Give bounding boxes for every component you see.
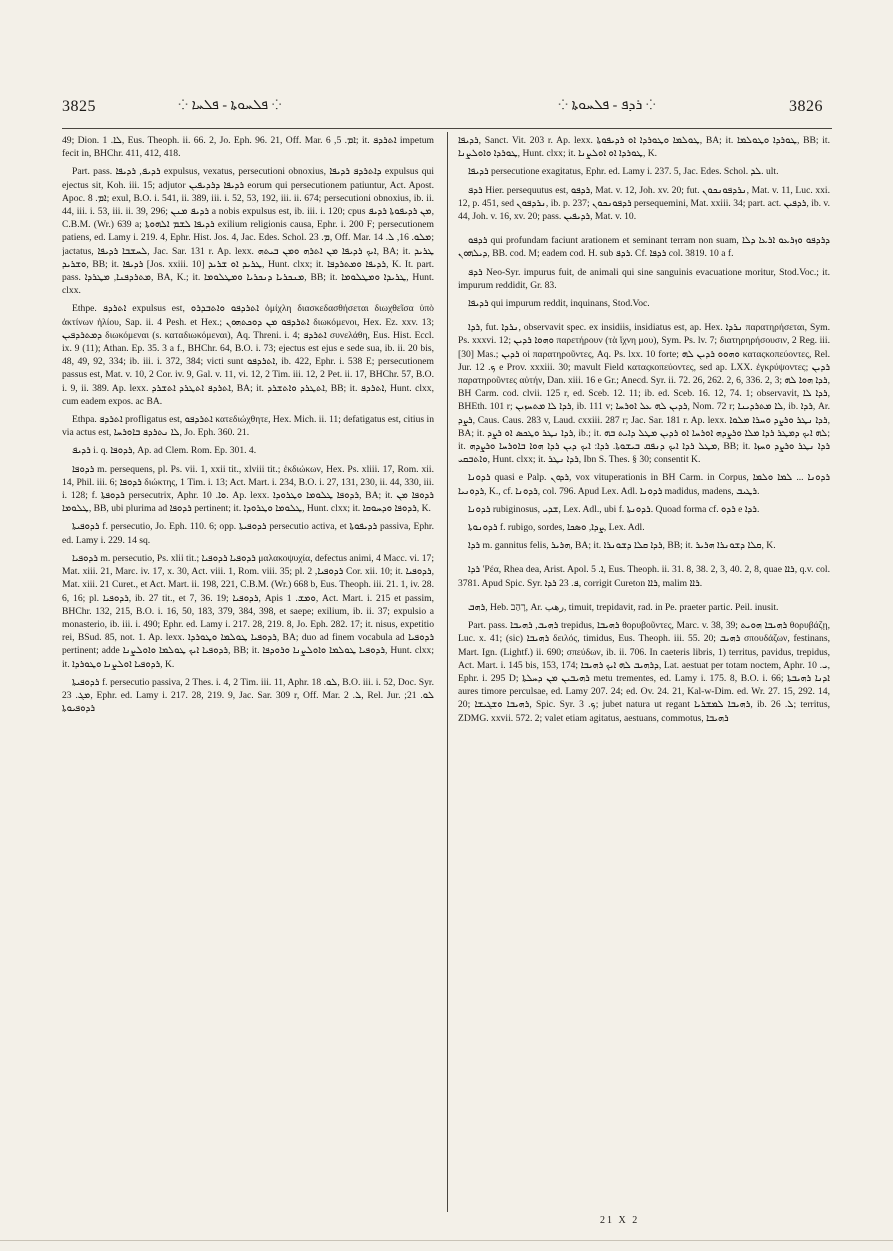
header-rule xyxy=(62,128,832,129)
signature-mark: 21 X 2 xyxy=(600,1215,640,1226)
right-page-number: 3826 xyxy=(789,98,823,115)
left-page-number: 3825 xyxy=(62,98,96,115)
right-column xyxy=(458,134,830,1219)
entry-paragraph: ܪܕܝܦܐ, Sanct. Vit. 203 r. Ap. lexx. ܛܘܠܡܐ ܘܛܘܪܕܐ ܐܘ ܪܕܝܦܘܬܐ, BA; it. ܛܘܪܕܐ ܘܛܘܠܡܐ, BB; it. ܛܘܪܕܐ ܘܐܘܠܨܢܐ, Hunt. clxx; it. ܛܘܪܕܐ ܐܘ ܐܘܠܨܢܐ, K. xyxy=(458,135,830,160)
entry-paragraph: ܪܕܘܢܘܬܐ f. rubigo, sordes, ܨܕܐ, ܘܣܟܐ, Lex. Adl. xyxy=(468,522,645,534)
left-column xyxy=(62,134,434,1219)
column-divider xyxy=(447,132,448,1212)
entry-paragraph: ܪܕܦܘ qui profundam faciunt arationem et seminant terram non suam, ܕܪܕܦܘ ܘܙܪܥܘ ܐܪܥܐ ܕܠܐ ܕܝܠܗܘܢ, BB. cod. M; eadem cod. H. sub ܪܕܦ. Cf. ܪܕܦܐ col. 3819. 10 a f. xyxy=(458,235,830,260)
entry-paragraph: ܪܕܝܦܐ persecutione exagitatus, Ephr. ed. Lamy i. 237. 5, Jac. Edes. Schol. ܠܕ. ult. xyxy=(468,166,779,178)
entry-paragraph: Ethpe. ܐܬܪܕܦ expulsus est, ܐܬܪܕܦܘ ܘܐܬܒܕܪܘ ὁμίχλη διασκεδασθήσεται διωχθεῖσα ὑπὸ ἀκτίνων ἡλίου, Sap. ii. 4 Pesh. et Hex.; ܐܬܪܕܦܘ ܡܢ ܕܘܟܬܗܘܢ διωκόμενοι, Hex. Ez. xxv. 13; ܕܡܬܪܕܦܝܢ διωκόμεναι (s. καταδιωκόμεναι), Aq. Threni. i. 4; ܐܬܪܕܦ συνελάθη, Eus. Hist. Eccl. ix. 9 (11); Athan. Ep. 35. 3 a f., BHChr. 64, B.O. i. 73; ejectus est ejus e sede sua, ib. ii. 20 bis, 48, 49, 92, 334; ib. iii. i. 372, 384; victi sunt ܐܬܪܕܦܘ, ib. 422, Ephr. i. 538 E; persecutionem passus est, Mat. v. 10, 2 Cor. iv. 9, Gal. v. 11, vi. 12, 2 Tim. iii. 12, 2 Pet. ii. 17, BHChr. 57, B.O. i. 9, ii. 389. Ap. lexx. ܐܬܪܕܦ ܐܬܛܪܕ ܐܬܫܪܕ, BA; it. ܐܬܛܪܕ ܘܐܬܫܪܕ, BB; it. ܐܬܪܕܦ, Hunt. clxx, cum eadem expos. ac BA. xyxy=(62,303,434,407)
entry-paragraph: ܪܕܘܦܐ m. persequens, pl. Ps. vii. 1, xxii tit., xlviii tit.; ἐκδιώκων, Hex. Ps. xliii. 17, Rom. xii. 14, Phil. iii. 6; ܪܕܘܦܐ διώκτης, 1 Tim. i. 13; Act. Mart. i. 234, B.O. i. 27, 131, 230, ii. 44, 330, iii. i. 128; f. ܪܕܘܦܬܐ persecutrix, Aphr. ܘܐ. 10. Ap. lexx. ܪܕܘܦܐ ܛܠܘܡܐ ܘܛܪܘܕܐ, BA; it. ܪܕܘܦܐ ܡܢ ܛܠܘܡܐ, BB, ubi plurima ad ܪܕܘܦܐ pertinent; it. ܛܠܘܡܐ ܘܛܪܘܕܐ, Hunt. clxx; it. ܪܕܘܦܐ ܘܕܚܘܩܐ, K. xyxy=(62,463,434,515)
entry-paragraph: ܪܕܐ m. gannitus felis, ܗܪܝܪ, BA; it. ܪܕܐ ܩܠܐ ܕܫܘܢܪܐ, BB; it. ܩܠܐ ܕܫܘܢܪܐ ܗܪܝܪ, K. xyxy=(468,540,776,552)
right-running-head: ⁘ ܪܕܦ - ܦܠܚܘܬܐ ⁘ xyxy=(558,98,656,113)
entry-paragraph: ܪܕܘܦܝܬܐ f. persecutio, Jo. Eph. 110. 6; opp. ܪܕܘܦܝܬܐ persecutio activa, et ܪܕܝܦܘܬܐ passiva, Ephr. ed. Lamy i. 229. 14 sq. xyxy=(62,521,434,546)
page-bottom-edge xyxy=(0,1240,893,1241)
entry-paragraph: ܪܕܘܢܐ quasi e Palp. ܪܕܘܢ, vox vituperationis in BH Carm. in Corpus, ܪܕܘܢܐ ... ܠܡܐ ܘܠܡܐ ܪܕܘܢܝܐ, K., cf. ܪܕܘܢܐ, col. 796. Apud Lex. Adl. ܪܕܘܢܐ madidus, madens, ܪܛܝܒ. xyxy=(458,472,830,497)
entry-paragraph: ܪܕܘܦܝܬܐ f. persecutio passiva, 2 Thes. i. 4, 2 Tim. iii. 11, Aphr. ܠܘ. 18, B.O. iii. i. 52, Doc. Syr. ܡܓ. 23, Ephr. ed. Lamy i. 217. 28, 219. 9, Jac. Sar. 309 r, Off. Mar. ܠ. 2, Rel. Jur. ܠܘ. 21; ܪܕܘܦܝܘܬܐ xyxy=(62,676,434,715)
entry-paragraph: ܪܕܘܢܐ rubiginosus, ܫܕܝ, Lex. Adl., ubi f. ܪܕܘܢܬܐ. Quoad forma cf. ܪܕܘ e ܪܕܐ. xyxy=(468,503,760,515)
entry-paragraph: ܪܕܐ 'Pέα, Rhea dea, Arist. Apol. ܐ. 5, Eus. Theoph. ii. 31. 8, 38. 2, 3, 40. 2, 8, quae ܪܐܐ, q.v. col. 3781. Apud Spic. Syr. ܦ. 23 ܪܕܐ, corrigit Cureton ܪܐܐ, malim ܪܐܐ. xyxy=(458,564,830,589)
entry-paragraph: 49; Dion. ܠܐ. 1, Eus. Theoph. ii. 66. 2, Jo. Eph. 96. 21, Off. Mar. ܐܡ. 5, 6; it. ܐܬܪܕܦ impetum fecit in, BHChr. 411, 412, 418. xyxy=(62,135,434,160)
entry-paragraph: ܪܕܦ Hier. persequutus est, ܪܕܦܘ, Mat. v. 12, Joh. xv. 20; fut. ܢܪܕܦܘܢܟܘܢ, Mat. v. 11, Luc. xxi. 12, p. 451, sed ܢܪܕܦܘܢ, ib. p. 237; ܪܕܦܘܢܟܘܢ persequemini, Mat. xxiii. 34; part. act. ܪܕܦܝܢ, ib. v. 44, Joh. v. 16, xv. 20; pass. ܪܕܝܦܝܢ, Mat. v. 10. xyxy=(458,184,830,223)
left-running-head: ⁘ ܦܠܚܘܬܐ - ܦܠܚܐ ⁘ xyxy=(178,98,282,113)
entry-paragraph: ܪܗܒ, Heb. רָהַב, Ar. رهب, timuit, trepidavit, rad. in Pe. praeter partic. Peil. inusit. xyxy=(468,601,779,613)
entry-paragraph: Part. pass. ܪܕܝܦ, ܪܕܝܦܐ expulsus, vexatus, persecutioni obnoxius, ܕܐܬܪܕܦ ܪܕܝܦܐ expulsus qui ejectus sit, Koh. iii. 15; adjutor ܪܕܝܦܐ ܕܪܕܝܦܝܢ eorum qui persecutionem patiuntur, Act. Apost. Apoc. ܐܡ. 8; exul, B.O. i. 541, ii. 389, iii. i. 52, 53, 192, iii. ii. 674; persecutioni obnoxius, ib. ii. 44, iii. i. 53, iii. ii. 39, 296; ܪܕܝܦ ܡܢܢ a nobis expulsus est, ib. iii. i. 120; cpus ܡܢ ܪܕܝܦܘܬܐ ܪܕܝܦ, C.B.M. (Wr.) 639 a; ܪܕܝܦܐ ܠܫܡ ܐܠܗܘܬܐ exilium religionis causa, Ephr. i. 200 F; persecutionem patiens, ed. Lamy i. 219. 4, Ephr. Hist. Jos. 4, Jac. Edes. Schol. ܡ. 23, Off. Mar. ܡܠܘ. 16, ܠ. 14; jactatus, ܠܚܫܒܐ ܪܕܝܦܐ, Jac. Sar. 131 r. Ap. lexx. ܐܝܟ ܪܕܝܦܐ ܡܢ ܐܬܪܗ ܘܡܢ ܒܝܬܗ, BA; it. ܛܪܝܕ ܘܫܪܝܕ, BB; it. ܪܕܝܦܐ [Jos. xxiii. 10] ܛܪܝܕ ܐܘ ܫܪܝܕ, Hunt. clxx; it. ܪܕܝܦܐ ܘܡܬܪܕܦܐ, K. It. part. pass. ܡܬܪܕܦܢܐ, ܡܛܪܕܐ, BA, K.; it. ܡܢܟܪܝܐ ܕܢܟܪܝܐ ܘܡܛܠܘܡܐ, BB; it. ܛܪܝܕܐ ܘܡܛܠܘܡܐ, Hunt. clxx. xyxy=(62,166,434,297)
page-header xyxy=(0,0,893,130)
entry-paragraph: ܪܕܦ Neo-Syr. impurus fuit, de animali qui sine sanguinis evacuatione moritur, Stod.Voc.; it. impurum reddidit, Gr. 83. xyxy=(458,266,830,291)
entry-paragraph: ܪܕܐ, fut. ܢܪܕܐ, observavit spec. ex insidiis, insidiatus est, ap. Hex. ܢܪܕܐ παρατηρήσεται, Sym. Ps. xxxvi. 12; ܘܗܘܐ ܪܕܝܢ παρετήρουν (τὰ ἴχνη μου), Sym. Ps. lv. 7; διατηρηρήσουσιν, 2 Reg. iii. [30] Mas.; ܪܕܝܢ οἱ παρατηροῦντες, Aq. Ps. lxx. 10 forte; ܘܗܘܘ ܪܕܝܢ ܠܗ καταςκοπεύοντες, Rel. Jur. ܟ. 12 e Prov. xxxiii. 30; mavult Field καταςκοπεύοντες, sed ap. LXX. ἐγκρύψοντες; ܪܕܝܢ παρατηροῦντες αὐτήν, Dan. xiii. 16 e Gr.; Anecd. Syr. ii. 72. 26, 262. 2, 6, 336. 2, 3; ܪܕܐ ܗܘܐ ܠܗ, BH Carm. cod. clvii. 125 r, ed. Sceb. 12. 11; ib. ed. Sceb. 16. 12, 74. 1; observavit, ܪܕܐ ܠܐ, BHEth. 101 r; ܪܕܐ ܠܐ ܡܬܚܙܝܢ, ib. 111 v; ܪܕܝܢ ܠܗ ܥܠ ܐܘܪܚܐ, Nom. 72 r; ܠܐ ܡܬܪܕܝܢܐ, ib. ܪܕܐ, Ar. ܪܨܕ, Caus. Caus. 283 v, Laud. cxxiii. 287 r; Jac. Sar. 181 r. Ap. lexx. ܪܕܐ ܢܛܪ ܘܪܨܕ ܘܚܪܐ ܡܠܘܐ, BA; it. ܪܕܐ ܢܛܪ ܘܛܟܣ ܐܘ ܪܨܕ, ib.; it. ܠܗ ܐܝܟ ܕܡܛܪ ܪܕܐ ܡܠܐ ܘܪܨܕܗ ܐܘܪܚܐ ܐܘ ܪܕܝܢ ܡܛܠ ܕܐܝܬ ܒܗ; it. ܡܛܠ ܪܕܐ ܐܝܟ ܕܢܦܩ ܒܝܫܘܬܐ. ܪܕܐ: ܐܝܟ ܕܝܢ ܪܕܐ ܗܘܐ ܒܐܘܪܚܐ ܘܪܨܕܗ, BB; it. ܪܕܐ ܢܛܪ ܘܪܨܕ ܘܚܙܐ ܘܐܬܒܩܝ, Hunt. clxx; it. ܪܕܐ ܢܛܪ, Ibn S. Thes. § 30; consentit K. xyxy=(458,322,830,466)
entry-paragraph: ܪܕܝܦ i. q. ܪܕܘܦܐ, Ap. ad Clem. Rom. Ep. 301. 4. xyxy=(72,445,257,457)
entry-paragraph: Part. pass. ܪܗܝܒ, ܪܗܝܒܐ trepidus, ܪܗܝܒܐ θορυβοῦντες, Marc. v. 38, 39; ܪܗܝܒܐ ܗܘܝܬ θορυβάζῃ, Luc. x. 41; (sic) ܪܗܝܒܐ δειλός, timidus, Eus. Theoph. iii. 55. 20; ܪܗܝܒ σπουδάζων, festinans, Mart. Ign. (Lightf.) ii. 690; σπεύδων, ib. ii. 706. In caeteris libris, 1) territus, pavidus, trepidus, Act. Mart. i. 145 bis, 153, 174; ܕܪܗܝܒ ܠܗ ܐܝܟ ܪܗܝܒܐ, Lat. aestuat per totam noctem, Aphr. ܝ. 10, Ephr. i. 295 D; ܪܗܝܒܝܢ ܡܢ ܕܚܠܬܐ metu trementes, ed. Lamy i. 175. 8, B.O. i. 66; ܐܕܢܐ ܪܗܝܒܬܐ aures timore perculsae, ed. Lamy 207. 24; ed. Ov. 24. 21, Kal-w-Dim. ed. Wr. 27. 15, 292. 14, 20; ܪܗܝܒܐ ܘܫܓܝܫܐ, Spic. Syr. ܟ. 3; jubet natura ut regant ܪܗܝܒܐ ܠܡܫܪܝܐ, ib. ܠ. 26; territus, ZDMG. xxvii. 572. 2; valet etiam agitatus, aestuans, commotus, ܪܗܝܒܐ xyxy=(458,620,830,724)
entry-paragraph: ܪܕܘܦܝܐ m. persecutio, Ps. xlii tit.; ܪܕܘܦܝܐ ܪܕܘܦܝܐ μαλακοψυχία, defectus animi, 4 Macc. vi. 17; Mat. xiii. 21, Marc. iv. 17, x. 30, Act. viii. 1, Rom. viii. 35; pl. ܪܕܘܦܝܐ, 2 Cor. xii. 10; it. ܪܕܘܦܝܐ, Mat. xiii. 21 Curet., et Act. Mart. ii. 198, 221, C.B.M. (Wr.) 668 b, Eus. Theoph. iii. 21. 1, iv. 28. 6, 16; pl. ܪܕܘܦܝܐ, ib. 27 tit., et 7, 36. 19; ܪܕܘܦܝܐ, Apis ܘܡܫ. 1, Act. Mart. i. 215 et passim, BHChr. 132, 215, B.O. i. 16, 50, 183, 379, 384, 398, et saepe; exilium, ib. ii. 37; expulsio a monasterio, ib. iii. i. 490; Ephr. ed. Lamy i. 217. 28, 219. 8, Jo. Eph. 282. 17; it. nisus, expetitio rei, BSud. 85, not. 1. Ap. lexx. ܪܕܘܦܝܐ ܛܘܠܡܐ ܘܛܘܪܕܐ, BA; duo ad finem vocabula ad ܪܕܘܦܝܐ pertinent; adde ܪܕܘܦܝܐ ܐܝܟ ܛܘܠܡܐ ܘܐܘܠܨܢܐ, BB; it. ܪܕܘܦܝܐ ܛܘܠܡܐ ܘܐܘܠܨܢܐ ܘܪܘܕܦܐ, Hunt. clxx; it. ܪܕܘܦܝܐ ܐܘܠܨܢܐ ܘܛܘܪܕܐ, K. xyxy=(62,552,434,670)
entry-paragraph: ܪܕܝܦܐ qui impurum reddit, inquinans, Stod.Voc. xyxy=(468,298,650,310)
entry-paragraph: Ethpa. ܐܬܪܕܦ profligatus est, ܐܬܪܕܦܘ κατεδιώχθητε, Hex. Mich. ii. 11; defatigatus est, citius in via actus est, ܠܐ ܢܬܪܕܦ ܒܐܘܪܚܐ, Jo. Eph. 360. 21. xyxy=(62,414,434,439)
